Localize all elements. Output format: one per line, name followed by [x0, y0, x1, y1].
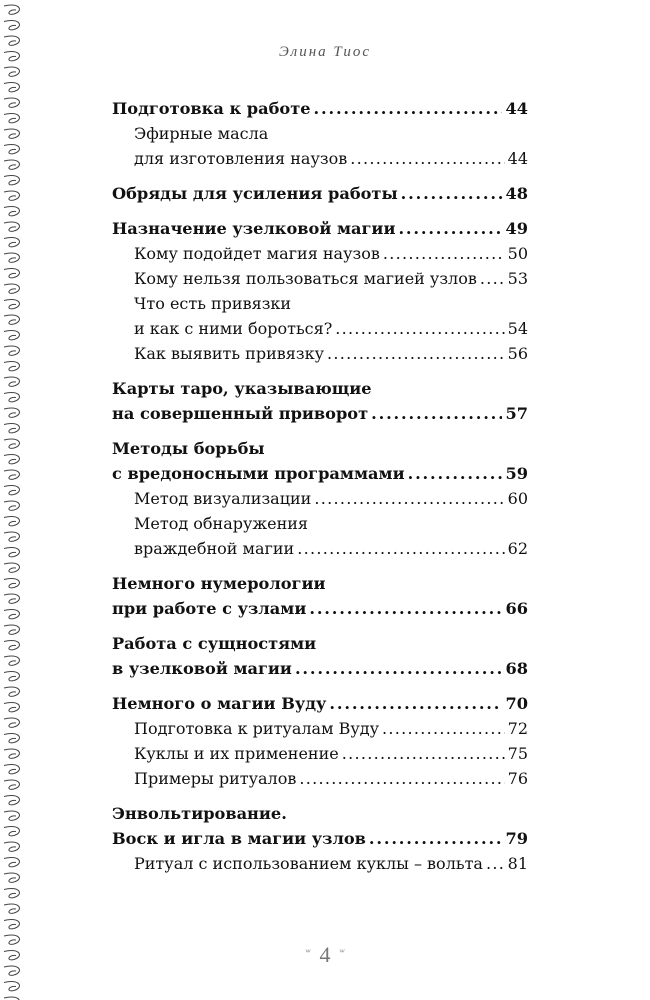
entry-title-line: Карты таро, указывающие: [112, 379, 372, 398]
entry-title: Немного о магии Вуду: [112, 694, 327, 713]
toc-entry[interactable]: [112, 401, 528, 426]
toc-subentry[interactable]: [134, 486, 528, 511]
dot-leader: [401, 181, 503, 206]
page-number: 4: [319, 942, 331, 967]
dot-leader: [383, 241, 505, 266]
entry-title: с вредоносными программами: [112, 464, 405, 483]
dot-leader: [329, 691, 502, 716]
entry-page: 44: [505, 99, 528, 118]
entry-title-line: Что есть привязки: [134, 294, 292, 313]
entry-title: для изготовления наузов: [134, 149, 348, 168]
entry-page: 68: [505, 659, 528, 678]
entry-title-line: Метод обнаружения: [134, 514, 309, 533]
entry-title: в узелковой магии: [112, 659, 292, 678]
entry-page: 56: [507, 344, 528, 363]
entry-page: 57: [505, 404, 528, 423]
entry-title: Обряды для усиления работы: [112, 184, 398, 203]
entry-title: на совершенный приворот: [112, 404, 369, 423]
entry-title: Воск и игла в магии узлов: [112, 829, 366, 848]
dot-leader: [408, 461, 503, 486]
entry-page: 54: [507, 319, 528, 338]
toc-subentry[interactable]: [134, 716, 528, 741]
entry-page: 76: [507, 769, 528, 788]
dot-leader: [314, 96, 503, 121]
entry-page: 70: [505, 694, 528, 713]
dot-leader: [314, 486, 504, 511]
toc-entry[interactable]: [112, 596, 528, 621]
dot-leader: [299, 766, 504, 791]
toc-entry[interactable]: [112, 826, 528, 851]
toc-subentry[interactable]: [134, 316, 528, 341]
toc-subentry[interactable]: [134, 741, 528, 766]
toc-subentry[interactable]: [134, 851, 528, 876]
entry-title-line: Работа с сущностями: [112, 634, 317, 653]
entry-title: Метод визуализации: [134, 489, 312, 508]
entry-page: 60: [507, 489, 528, 508]
dot-leader: [398, 216, 502, 241]
entry-title: Ритуал с использованием куклы – вольта: [134, 854, 483, 873]
entry-title: враждебной магии: [134, 539, 295, 558]
entry-title: при работе с узлами: [112, 599, 307, 618]
spiral-binding-decoration: [0, 0, 34, 1000]
entry-page: 81: [507, 854, 528, 873]
page-number-footer: [0, 942, 650, 968]
entry-page: 48: [505, 184, 528, 203]
running-header-author: Элина Тиос: [278, 44, 372, 60]
dot-leader: [382, 716, 505, 741]
toc-entry[interactable]: [112, 691, 528, 716]
dot-leader: [342, 741, 505, 766]
entry-page: 59: [505, 464, 528, 483]
toc-entry[interactable]: [112, 656, 528, 681]
dot-leader: [480, 266, 505, 291]
table-of-contents: [112, 96, 528, 876]
entry-page: 66: [505, 599, 528, 618]
entry-title: Кому подойдет магия наузов: [134, 244, 380, 263]
dot-leader: [327, 341, 505, 366]
dot-leader: [371, 401, 502, 426]
dot-leader: [335, 316, 504, 341]
toc-entry[interactable]: [112, 181, 528, 206]
entry-title: Подготовка к работе: [112, 99, 311, 118]
entry-page: 44: [507, 149, 528, 168]
entry-title: и как с ними бороться?: [134, 319, 333, 338]
entry-page: 79: [505, 829, 528, 848]
toc-entry[interactable]: [112, 96, 528, 121]
entry-page: 72: [507, 719, 528, 738]
toc-subentry[interactable]: [134, 766, 528, 791]
entry-title-line: Методы борьбы: [112, 439, 265, 458]
entry-title-line: Немного нумерологии: [112, 574, 326, 593]
entry-title: Кому нельзя пользоваться магией узлов: [134, 269, 477, 288]
entry-page: 49: [505, 219, 528, 238]
toc-subentry[interactable]: [134, 146, 528, 171]
dot-leader: [297, 536, 504, 561]
entry-title: Куклы и их применение: [134, 744, 339, 763]
entry-title: Назначение узелковой магии: [112, 219, 396, 238]
entry-title: Как выявить привязку: [134, 344, 324, 363]
entry-title: Примеры ритуалов: [134, 769, 297, 788]
toc-subentry[interactable]: [134, 266, 528, 291]
toc-subentry[interactable]: [134, 341, 528, 366]
entry-title-line: Энвольтирование.: [112, 804, 287, 823]
toc-entry[interactable]: [112, 216, 528, 241]
toc-subentry[interactable]: [134, 536, 528, 561]
dot-leader: [350, 146, 504, 171]
toc-subentry[interactable]: [134, 241, 528, 266]
dot-leader: [486, 851, 505, 876]
toc-entry[interactable]: [112, 461, 528, 486]
entry-page: 50: [507, 244, 528, 263]
entry-title-line: Эфирные масла: [134, 124, 269, 143]
entry-page: 53: [507, 269, 528, 288]
entry-page: 62: [507, 539, 528, 558]
dot-leader: [369, 826, 503, 851]
entry-title: Подготовка к ритуалам Вуду: [134, 719, 380, 738]
entry-page: 75: [507, 744, 528, 763]
dot-leader: [295, 656, 503, 681]
dot-leader: [309, 596, 502, 621]
